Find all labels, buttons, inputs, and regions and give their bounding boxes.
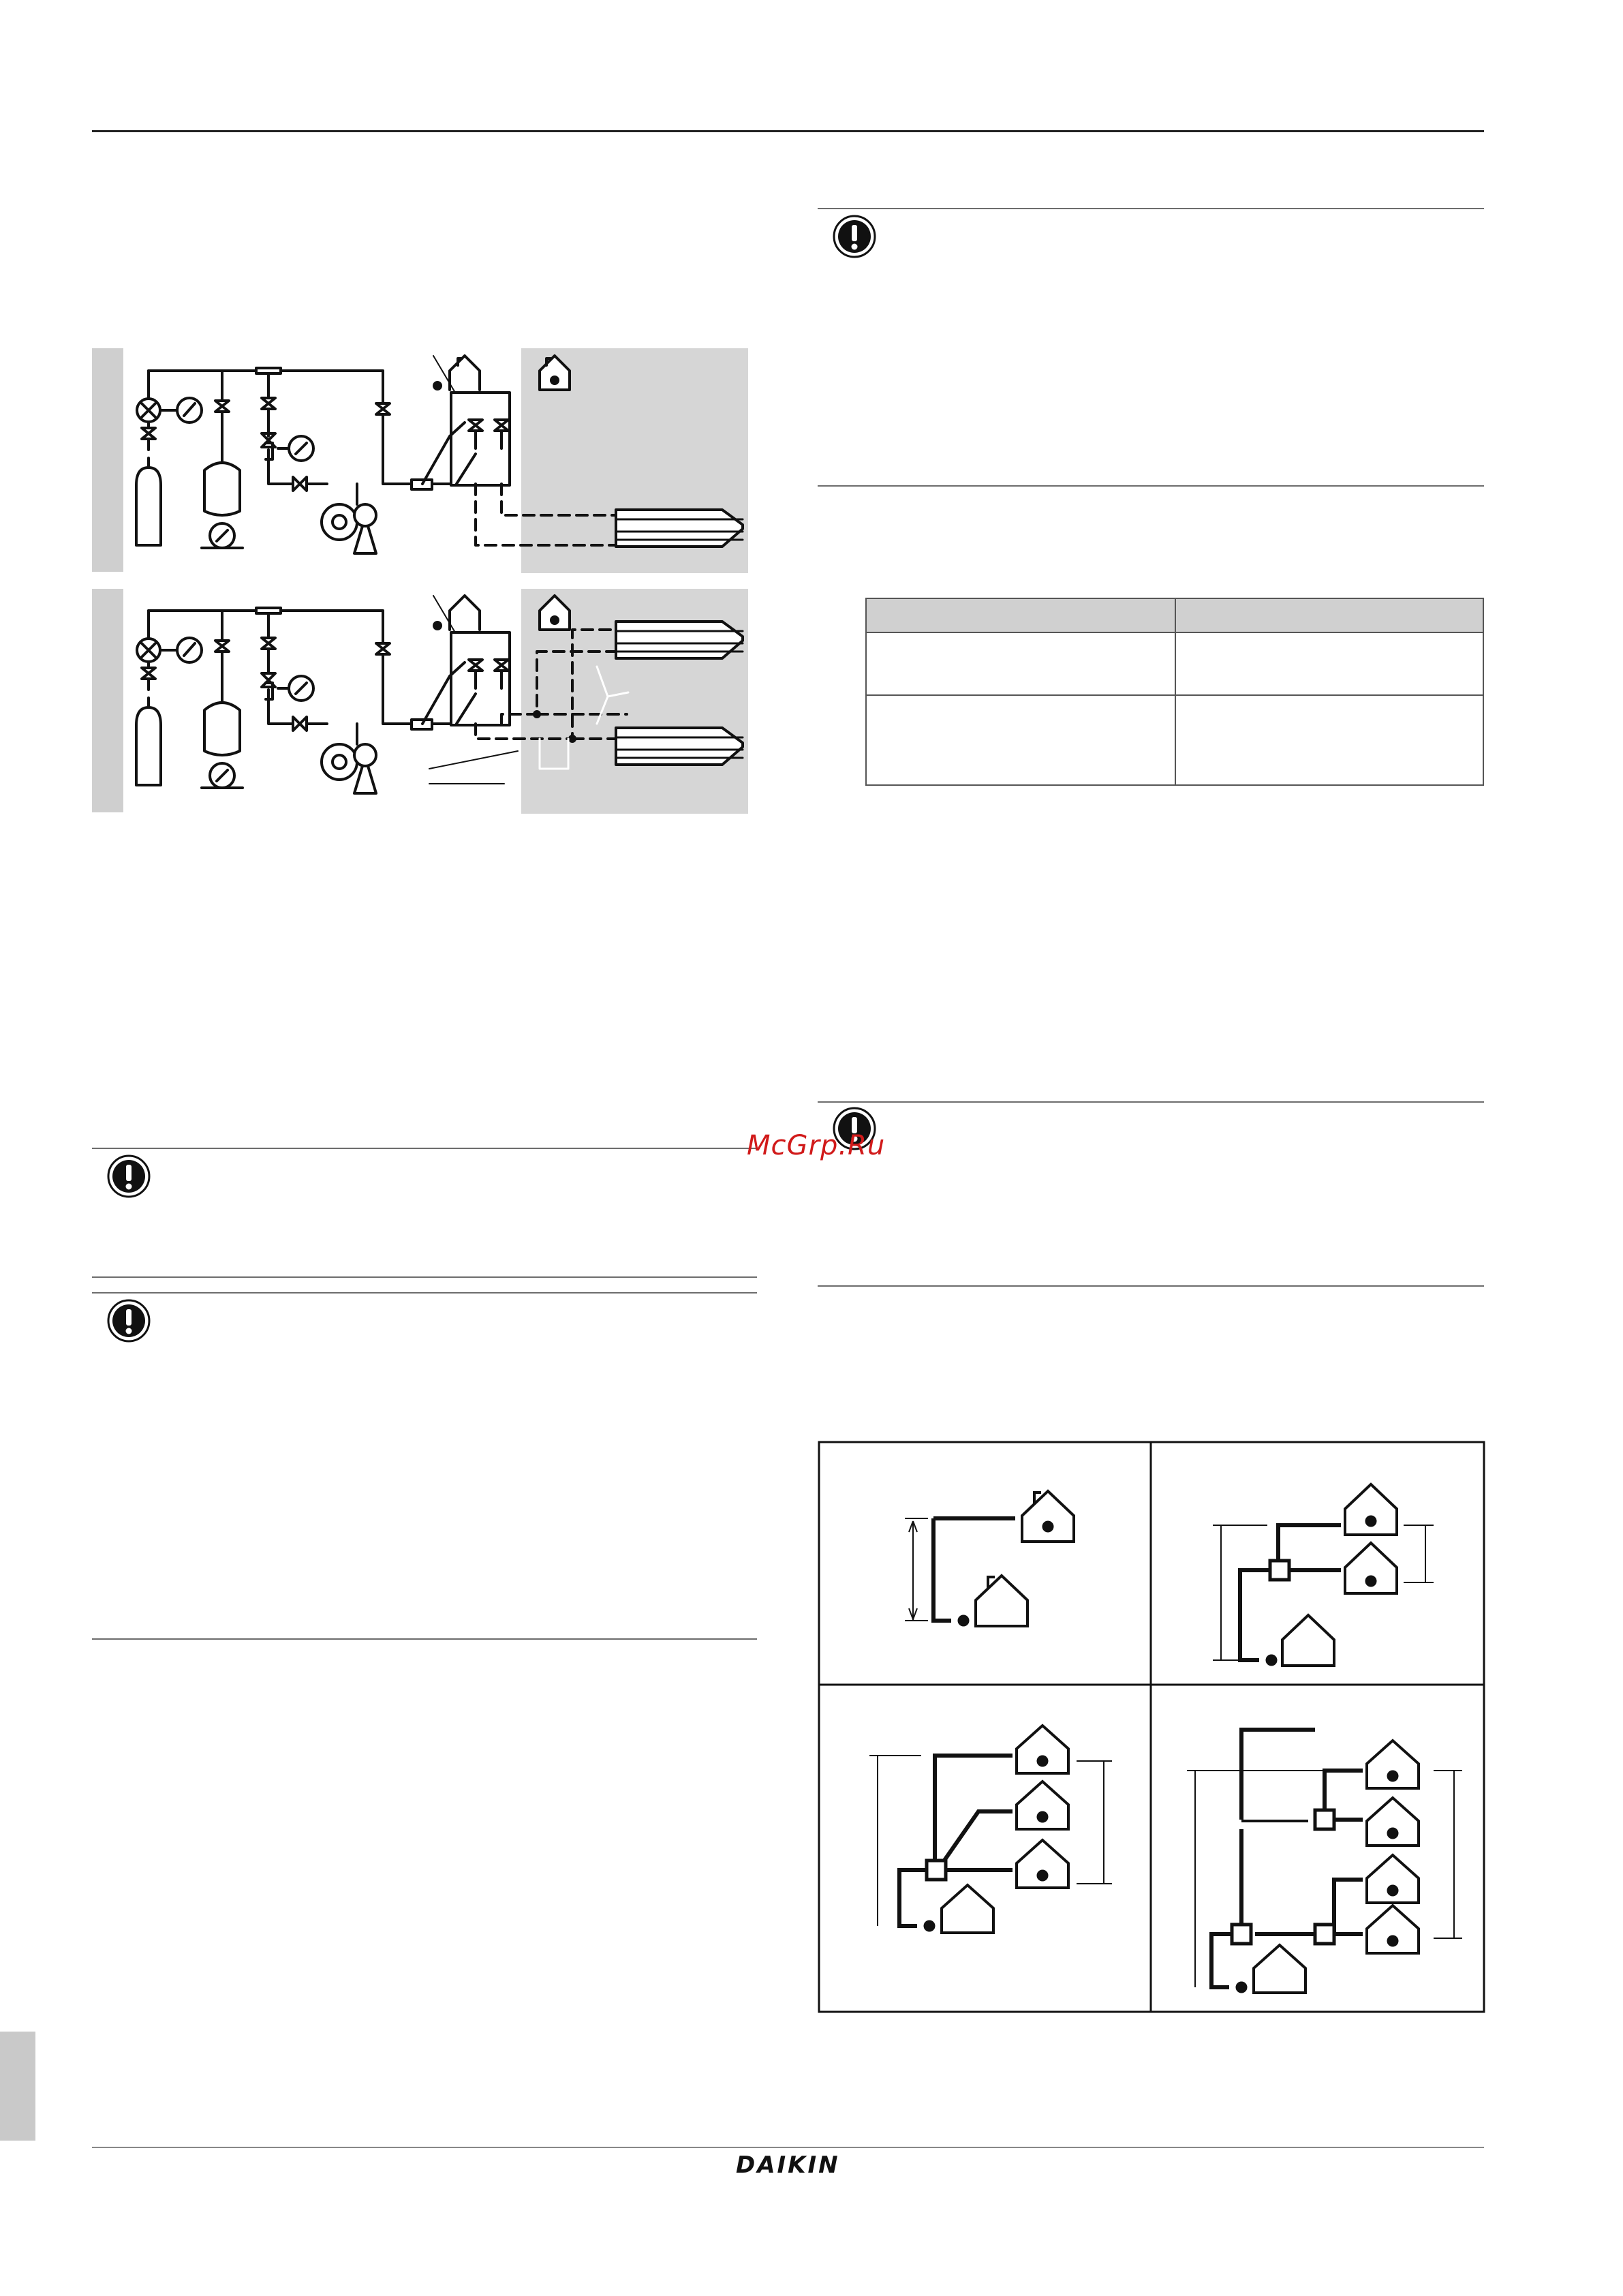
diagram-a-tab <box>92 348 123 572</box>
refnet-branch-icon <box>1232 1925 1251 1944</box>
diagram-b <box>136 596 743 793</box>
indoor-unit-icon <box>616 510 743 547</box>
header-rule <box>92 130 1484 132</box>
house-icon <box>1022 1491 1074 1542</box>
pressure-test-diagram <box>123 341 749 831</box>
nitrogen-cylinder-icon <box>136 468 161 545</box>
left-notice-2-end-rule <box>92 1638 757 1640</box>
table-row <box>866 695 1483 785</box>
daikin-logo: DAIKIN <box>736 2152 840 2179</box>
right-notice-2-rule <box>818 1101 1484 1103</box>
right-notice-1-rule <box>818 208 1484 209</box>
right-notice-1-end-rule <box>818 485 1484 487</box>
watermark: McGrp.Ru <box>747 1130 886 1161</box>
diagram-a <box>136 356 743 553</box>
house-icon <box>976 1576 1027 1626</box>
refrigerant-table <box>865 598 1484 786</box>
table-cell <box>1175 695 1483 785</box>
left-notice-2-rule <box>92 1292 757 1294</box>
table-header-cell <box>1175 598 1483 632</box>
piping-length-diagrams <box>818 1441 1485 2013</box>
left-notice-1-end-rule <box>92 1276 757 1278</box>
refnet-branch-icon <box>1315 1925 1334 1944</box>
panel-cascade <box>1187 1730 1462 1993</box>
refnet-branch-icon <box>927 1861 946 1880</box>
left-notice-1-rule <box>92 1148 757 1149</box>
panel-refnet-three <box>869 1726 1112 1933</box>
table-row <box>866 632 1483 695</box>
panel-one-refnet <box>1213 1484 1434 1666</box>
panel-single-branch <box>905 1491 1074 1626</box>
table-cell <box>1175 632 1483 695</box>
chapter-tab <box>0 2032 35 2141</box>
table-cell <box>866 695 1175 785</box>
exclamation-notice-icon <box>833 215 876 258</box>
table-cell <box>866 632 1175 695</box>
refnet-branch-icon <box>1270 1561 1289 1580</box>
table-header-row <box>866 598 1483 632</box>
refnet-branch-icon <box>1315 1810 1334 1829</box>
table-header-cell <box>866 598 1175 632</box>
diagram-b-tab <box>92 589 123 812</box>
exclamation-notice-icon <box>107 1154 151 1198</box>
right-notice-2-end-rule <box>818 1285 1484 1287</box>
exclamation-notice-icon <box>107 1299 151 1343</box>
footer-rule <box>92 2147 1484 2148</box>
house-icon <box>450 356 480 390</box>
